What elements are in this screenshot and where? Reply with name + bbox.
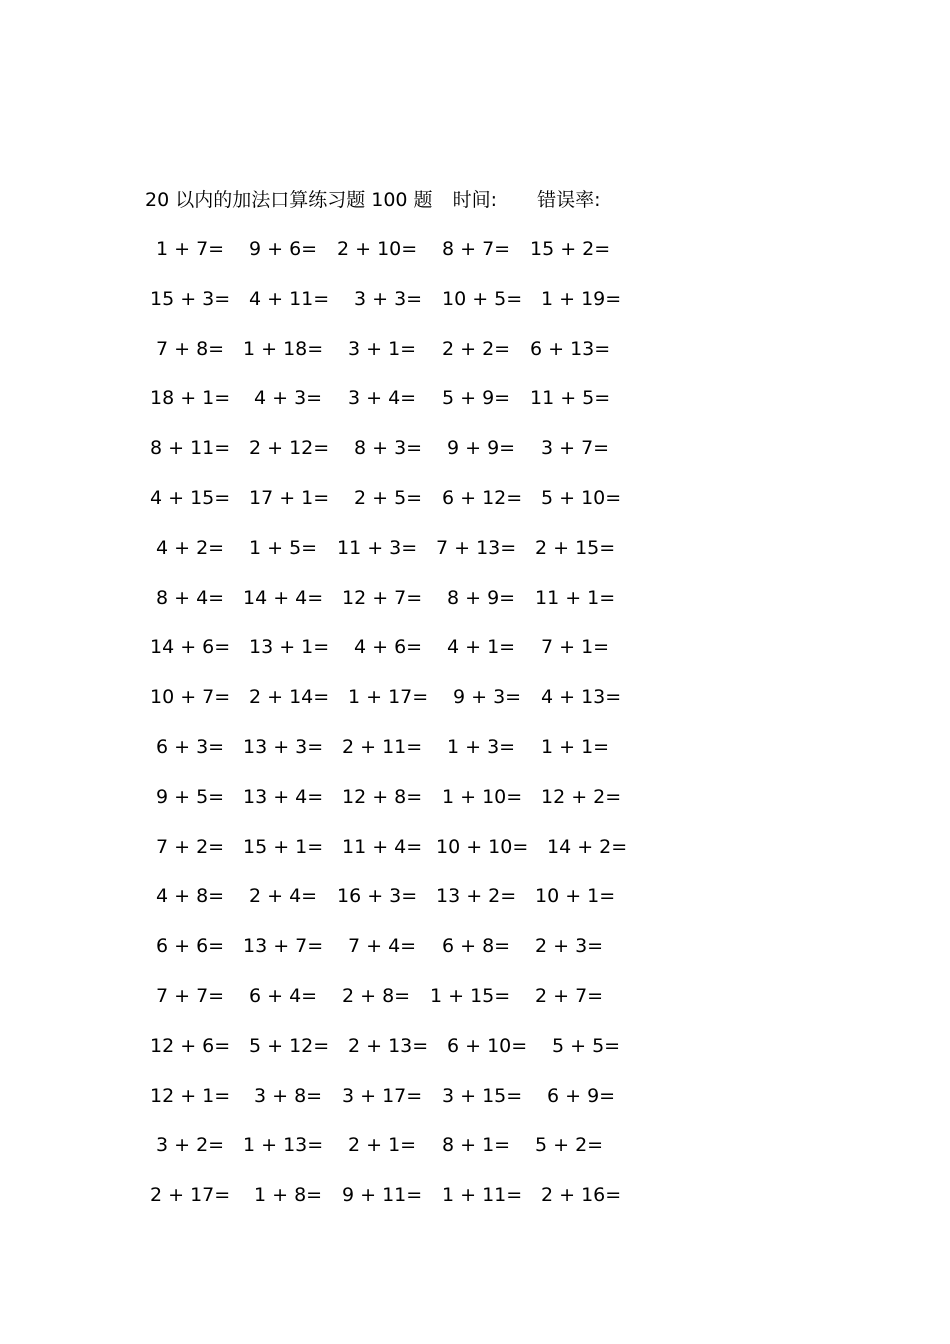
problem-r17-c4: 6 + 10= (447, 1034, 528, 1057)
problem-r5-c3: 8 + 3= (354, 437, 423, 460)
problem-r2-c1: 15 + 3= (150, 287, 231, 310)
problem-r8-c1: 8 + 4= (156, 586, 225, 609)
problem-r13-c1: 7 + 2= (156, 835, 225, 858)
problem-r13-c5: 14 + 2= (547, 835, 628, 858)
problem-r9-c4: 4 + 1= (447, 636, 516, 659)
problem-r7-c5: 2 + 15= (535, 536, 616, 559)
problem-r8-c2: 14 + 4= (243, 586, 324, 609)
problem-r7-c2: 1 + 5= (249, 536, 318, 559)
problem-r3-c1: 7 + 8= (156, 337, 225, 360)
problem-r8-c4: 8 + 9= (447, 586, 516, 609)
problem-r17-c1: 12 + 6= (150, 1034, 231, 1057)
problem-r4-c3: 3 + 4= (348, 387, 417, 410)
problem-r4-c1: 18 + 1= (150, 387, 231, 410)
problem-r2-c5: 1 + 19= (541, 287, 622, 310)
problem-r5-c2: 2 + 12= (249, 437, 330, 460)
time-label: 时间: (452, 189, 498, 211)
problem-r15-c4: 6 + 8= (442, 935, 511, 958)
problem-r18-c1: 12 + 1= (150, 1084, 231, 1107)
problem-r11-c1: 6 + 3= (156, 736, 225, 758)
problem-r12-c2: 13 + 4= (243, 785, 324, 808)
problem-r18-c4: 3 + 15= (442, 1084, 523, 1107)
problem-r3-c2: 1 + 18= (243, 337, 324, 360)
problem-r13-c3: 11 + 4= (342, 835, 423, 858)
problem-r4-c2: 4 + 3= (254, 387, 323, 410)
problem-r20-c1: 2 + 17= (150, 1184, 231, 1207)
problem-r6-c5: 5 + 10= (541, 487, 622, 509)
problem-r11-c4: 1 + 3= (447, 736, 516, 758)
problem-r11-c5: 1 + 1= (541, 736, 610, 758)
problem-r10-c4: 9 + 3= (453, 686, 522, 709)
problem-r20-c5: 2 + 16= (541, 1184, 622, 1207)
problem-r6-c3: 2 + 5= (354, 487, 423, 509)
problem-r19-c5: 5 + 2= (535, 1134, 604, 1157)
problem-r1-c2: 9 + 6= (249, 238, 318, 260)
problem-r17-c2: 5 + 12= (249, 1034, 330, 1057)
problem-r16-c5: 2 + 7= (535, 985, 604, 1007)
worksheet-title: 20 以内的加法口算练习题 100 题 (145, 189, 433, 211)
problem-r4-c5: 11 + 5= (530, 387, 611, 410)
problem-r3-c3: 3 + 1= (348, 337, 417, 360)
problem-r7-c1: 4 + 2= (156, 536, 225, 559)
problem-r3-c5: 6 + 13= (530, 337, 611, 360)
problem-r10-c2: 2 + 14= (249, 686, 330, 709)
problem-r9-c3: 4 + 6= (354, 636, 423, 659)
problem-r1-c1: 1 + 7= (156, 238, 225, 260)
problem-r6-c2: 17 + 1= (249, 487, 330, 509)
problem-r4-c4: 5 + 9= (442, 387, 511, 410)
problem-r1-c4: 8 + 7= (442, 238, 511, 260)
problem-r11-c2: 13 + 3= (243, 736, 324, 758)
problem-r20-c2: 1 + 8= (254, 1184, 323, 1207)
problem-r12-c4: 1 + 10= (442, 785, 523, 808)
problem-r12-c3: 12 + 8= (342, 785, 423, 808)
problem-r18-c3: 3 + 17= (342, 1084, 423, 1107)
problem-r5-c4: 9 + 9= (447, 437, 516, 460)
problem-r17-c5: 5 + 5= (552, 1034, 621, 1057)
problem-r20-c3: 9 + 11= (342, 1184, 423, 1207)
problem-r6-c4: 6 + 12= (442, 487, 523, 509)
problem-r14-c5: 10 + 1= (535, 885, 616, 908)
problem-r6-c1: 4 + 15= (150, 487, 231, 509)
problem-r2-c4: 10 + 5= (442, 287, 523, 310)
problem-r1-c3: 2 + 10= (337, 238, 418, 260)
problem-r5-c5: 3 + 7= (541, 437, 610, 460)
problem-r15-c1: 6 + 6= (156, 935, 225, 958)
problem-r17-c3: 2 + 13= (348, 1034, 429, 1057)
problem-r16-c1: 7 + 7= (156, 985, 225, 1007)
problem-r9-c5: 7 + 1= (541, 636, 610, 659)
problem-r18-c2: 3 + 8= (254, 1084, 323, 1107)
problem-r9-c1: 14 + 6= (150, 636, 231, 659)
problem-r7-c3: 11 + 3= (337, 536, 418, 559)
problem-r15-c5: 2 + 3= (535, 935, 604, 958)
problem-r12-c1: 9 + 5= (156, 785, 225, 808)
problem-r11-c3: 2 + 11= (342, 736, 423, 758)
problem-r14-c4: 13 + 2= (436, 885, 517, 908)
problem-r14-c3: 16 + 3= (337, 885, 418, 908)
problem-r10-c5: 4 + 13= (541, 686, 622, 709)
problem-r13-c2: 15 + 1= (243, 835, 324, 858)
problem-r19-c4: 8 + 1= (442, 1134, 511, 1157)
problem-r14-c2: 2 + 4= (249, 885, 318, 908)
problem-r8-c3: 12 + 7= (342, 586, 423, 609)
problem-r19-c1: 3 + 2= (156, 1134, 225, 1157)
problem-r15-c2: 13 + 7= (243, 935, 324, 958)
problem-r10-c3: 1 + 17= (348, 686, 429, 709)
problem-r2-c2: 4 + 11= (249, 287, 330, 310)
problem-r5-c1: 8 + 11= (150, 437, 231, 460)
problem-r9-c2: 13 + 1= (249, 636, 330, 659)
problem-r3-c4: 2 + 2= (442, 337, 511, 360)
problem-r18-c5: 6 + 9= (547, 1084, 616, 1107)
problem-r14-c1: 4 + 8= (156, 885, 225, 908)
problem-r1-c5: 15 + 2= (530, 238, 611, 260)
problem-r19-c2: 1 + 13= (243, 1134, 324, 1157)
problem-r10-c1: 10 + 7= (150, 686, 231, 709)
problem-r20-c4: 1 + 11= (442, 1184, 523, 1207)
problem-r13-c4: 10 + 10= (436, 835, 529, 858)
problem-r12-c5: 12 + 2= (541, 785, 622, 808)
problem-r8-c5: 11 + 1= (535, 586, 616, 609)
problem-r19-c3: 2 + 1= (348, 1134, 417, 1157)
problem-r7-c4: 7 + 13= (436, 536, 517, 559)
problem-r16-c3: 2 + 8= (342, 985, 411, 1007)
problem-r2-c3: 3 + 3= (354, 287, 423, 310)
problem-r16-c4: 1 + 15= (430, 985, 511, 1007)
problem-r15-c3: 7 + 4= (348, 935, 417, 958)
problem-r16-c2: 6 + 4= (249, 985, 318, 1007)
error-rate-label: 错误率: (537, 189, 601, 211)
